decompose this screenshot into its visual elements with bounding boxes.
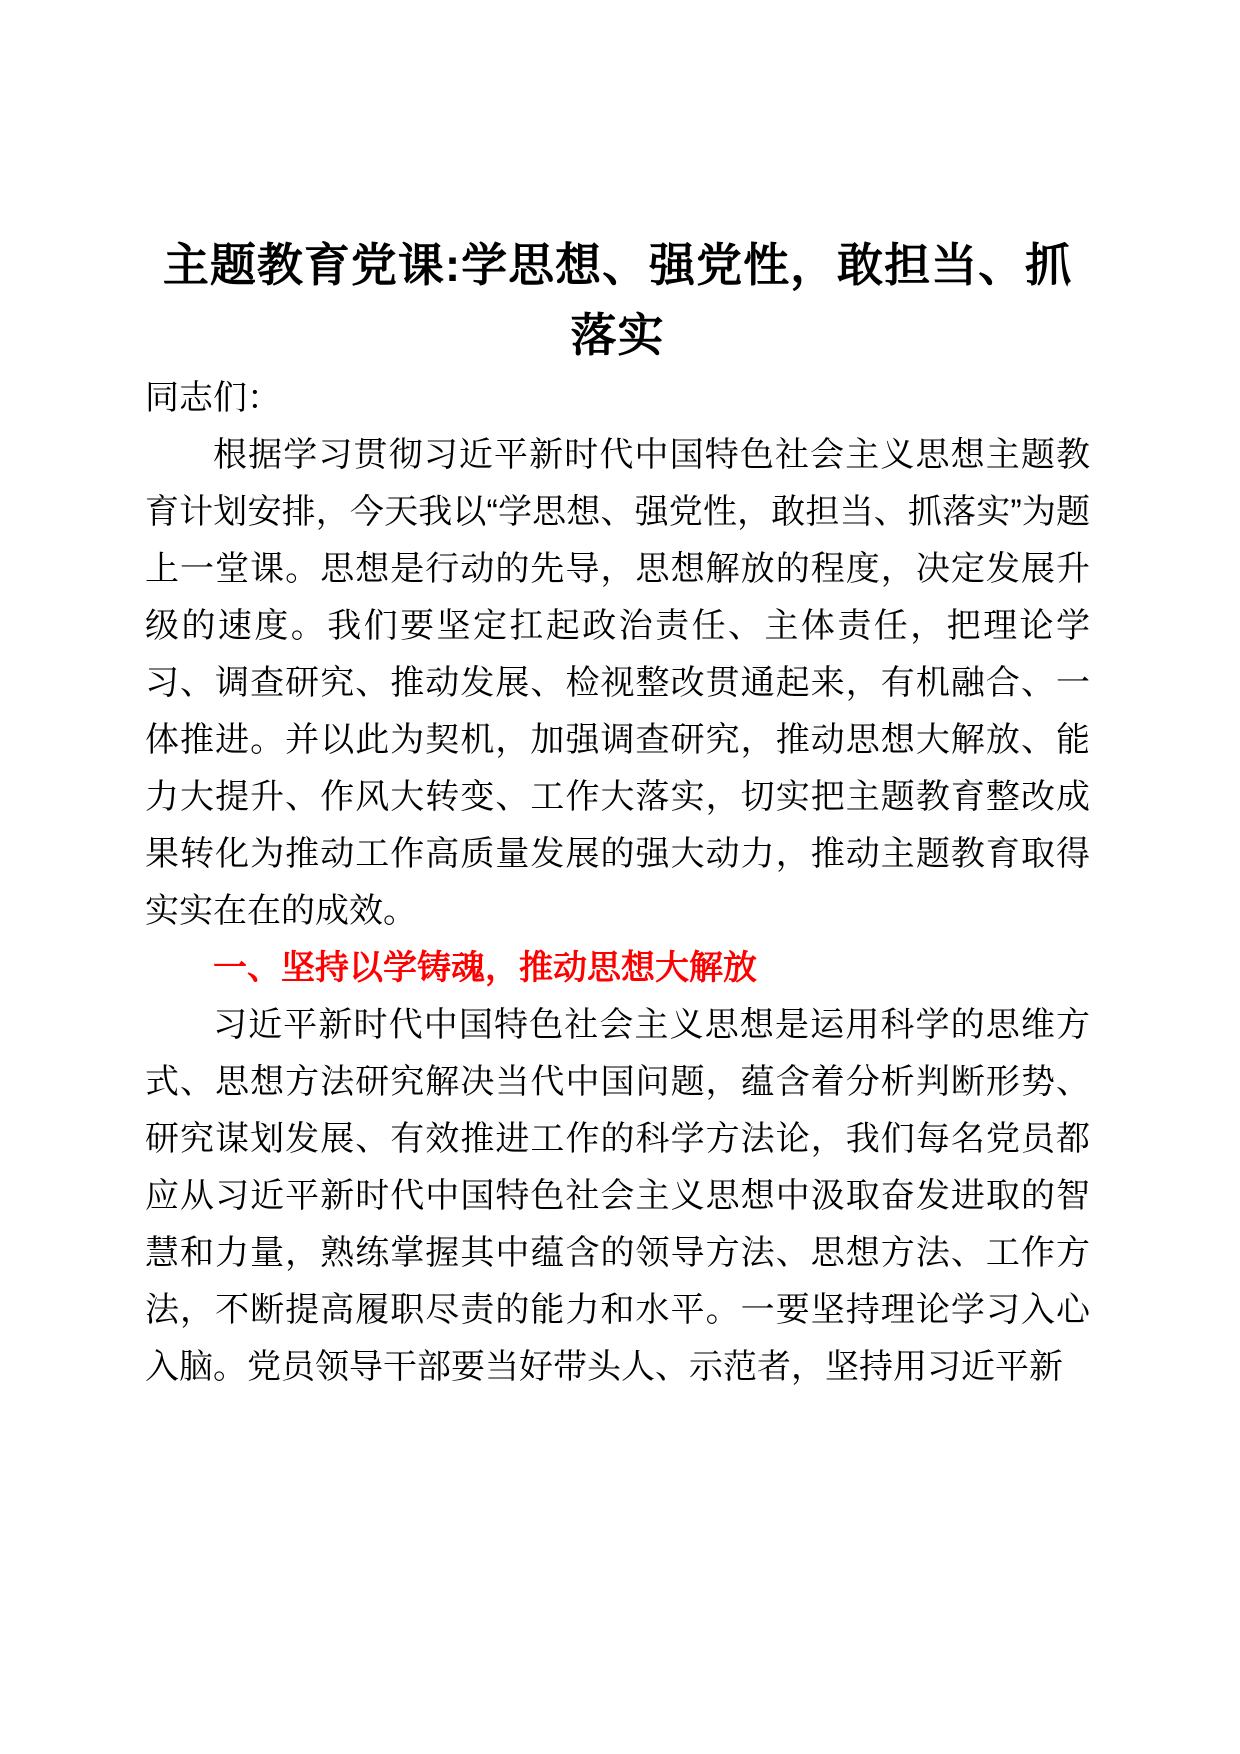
paragraph-1: 根据学习贯彻习近平新时代中国特色社会主义思想主题教育计划安排，今天我以“学思想、强党性，敢担当、抓落实”为题上一堂课。思想是行动的先导，思想解放的程度，决定发展升级的速度。我们要坚定扛起政治责任、主体责任，把理论学习、调查研究、推动发展、检视整改贯通起来，有机融合、一体推进。并以此为契机，加强调查研究，推动思想大解放、能力大提升、作风大转变、工作大落实，切实把主题教育整改成果转化为推动工作高质量发展的强大动力，推动主题教育取得实实在在的成效。	[145, 436, 1090, 930]
salutation: 同志们：	[145, 379, 281, 417]
section-heading-1: 一、坚持以学铸魂，推动思想大解放	[213, 949, 757, 987]
document-title: 主题教育党课:学思想、强党性，敢担当、抓落实	[162, 239, 1073, 361]
paragraph-2: 习近平新时代中国特色社会主义思想是运用科学的思维方式、思想方法研究解决当代中国问题，蕴含着分析判断形势、研究谋划发展、有效推进工作的科学方法论，我们每名党员都应从习近平新时代中国特色社会主义思想中汲取奋发进取的智慧和力量，熟练掌握其中蕴含的领导方法、思想方法、工作方法，不断提高履职尽责的能力和水平。一要坚持理论学习入心入脑。党员领导干部要当好带头人、示范者，坚持用习近平新	[145, 1006, 1090, 1386]
